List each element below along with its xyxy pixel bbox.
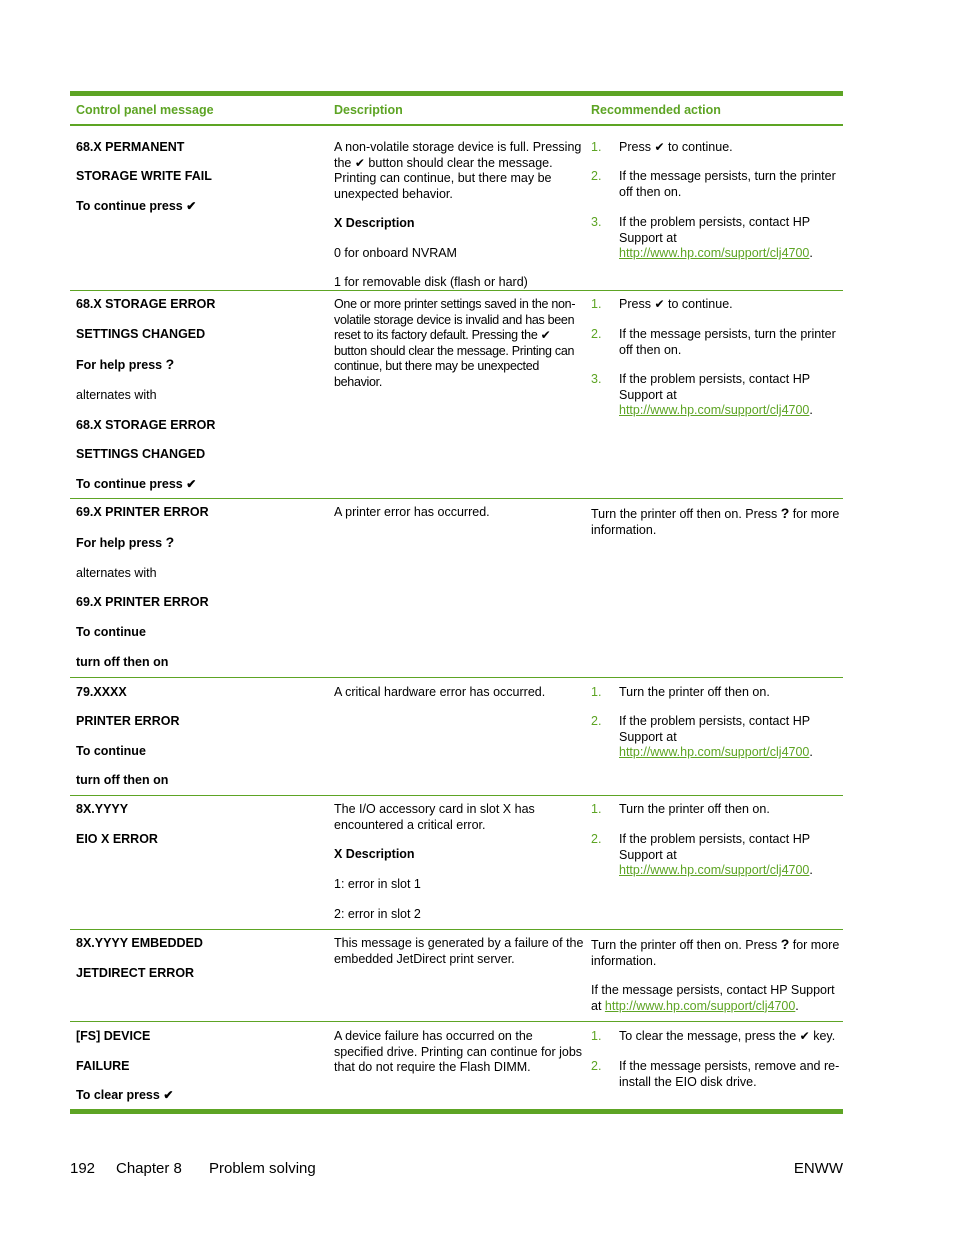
chapter-label: Chapter 8	[116, 1160, 182, 1177]
help-icon: ?	[780, 936, 790, 952]
step-text: If the problem persists, contact HP Support at http://www.hp.com/support/clj4700.	[619, 215, 813, 260]
section-label: Problem solving	[209, 1160, 316, 1177]
description-text: One or more printer settings saved in the non-volatile storage device is invalid and has been reset to its factory default. Pressing the ✔ button should clear the message. Printing can continue, but there may be unexpected behavior.	[334, 297, 576, 389]
message-line: [FS] DEVICE	[76, 1029, 151, 1043]
description-line: 0 for onboard NVRAM	[334, 246, 457, 260]
header-recommended-action: Recommended action	[591, 103, 721, 117]
check-icon: ✔	[354, 155, 365, 170]
message-line: To continue press ✔	[76, 477, 197, 491]
message-line: PRINTER ERROR	[76, 714, 180, 728]
step-text: If the problem persists, contact HP Support at http://www.hp.com/support/clj4700.	[619, 372, 813, 417]
message-line: For help press ?	[76, 534, 175, 550]
step-number: 3.	[591, 372, 602, 386]
step-text: If the message persists, turn the printer off then on.	[619, 327, 836, 357]
description-text: The I/O accessory card in slot X has encountered a critical error.	[334, 802, 535, 832]
step-number: 1.	[591, 1029, 602, 1043]
check-icon: ✔	[540, 328, 551, 342]
message-line: 68.X PERMANENT	[76, 140, 185, 154]
message-line: 79.XXXX	[76, 685, 127, 699]
description-subheading: X Description	[334, 216, 415, 230]
action-text: If the message persists, contact HP Support at http://www.hp.com/support/clj4700.	[591, 983, 835, 1013]
step-text: Press ✔ to continue.	[619, 140, 733, 154]
message-line: STORAGE WRITE FAIL	[76, 169, 212, 183]
description-subheading: X Description	[334, 847, 415, 861]
message-line: turn off then on	[76, 773, 169, 787]
table-header	[70, 96, 843, 126]
check-icon: ✔	[163, 1088, 174, 1102]
message-line: 68.X STORAGE ERROR	[76, 418, 216, 432]
check-icon: ✔	[654, 297, 665, 311]
locale-code: ENWW	[793, 1160, 843, 1177]
table-row	[70, 126, 843, 291]
table-row	[70, 930, 843, 1022]
description-text: A device failure has occurred on the specified drive. Printing can continue for jobs that do not require the Flash DIMM.	[334, 1029, 583, 1074]
step-number: 2.	[591, 1059, 602, 1073]
step-number: 2.	[591, 832, 602, 846]
check-icon: ✔	[654, 140, 665, 154]
check-icon: ✔	[799, 1029, 810, 1043]
check-icon: ✔	[186, 199, 197, 213]
message-line: To continue press ✔	[76, 199, 197, 213]
table-row	[70, 678, 843, 796]
message-line: alternates with	[76, 566, 157, 580]
message-line: For help press ?	[76, 356, 175, 372]
step-text: If the problem persists, contact HP Support at http://www.hp.com/support/clj4700.	[619, 832, 813, 877]
description-line: 1: error in slot 1	[334, 877, 421, 891]
step-text: If the problem persists, contact HP Support at http://www.hp.com/support/clj4700.	[619, 714, 813, 759]
message-line: turn off then on	[76, 655, 169, 669]
support-link[interactable]: http://www.hp.com/support/clj4700	[619, 246, 810, 260]
action-text: Turn the printer off then on. Press ? for more information.	[591, 505, 840, 537]
table-row	[70, 291, 843, 499]
message-line: To continue	[76, 625, 146, 639]
step-text: If the message persists, remove and re-install the EIO disk drive.	[619, 1059, 840, 1089]
step-number: 1.	[591, 140, 602, 154]
action-text: Turn the printer off then on. Press ? for more information.	[591, 936, 840, 968]
help-icon: ?	[165, 534, 175, 550]
support-link[interactable]: http://www.hp.com/support/clj4700	[619, 403, 810, 417]
step-number: 2.	[591, 714, 602, 728]
step-text: Turn the printer off then on.	[619, 802, 770, 816]
message-line: alternates with	[76, 388, 157, 402]
help-icon: ?	[165, 356, 175, 372]
description-text: A non-volatile storage device is full. Pressing the ✔ button should clear the message. Printing can continue, but there may be unexpected behavior.	[334, 140, 582, 201]
problem-solving-table	[70, 91, 843, 1114]
description-text: This message is generated by a failure of the embedded JetDirect print server.	[334, 936, 584, 966]
check-icon: ✔	[186, 477, 197, 491]
description-text: A printer error has occurred.	[334, 505, 490, 519]
step-text: To clear the message, press the ✔ key.	[619, 1029, 836, 1043]
description-text: A critical hardware error has occurred.	[334, 685, 546, 699]
step-text: Press ✔ to continue.	[619, 297, 733, 311]
message-line: SETTINGS CHANGED	[76, 327, 206, 341]
step-number: 2.	[591, 169, 602, 183]
message-line: EIO X ERROR	[76, 832, 158, 846]
step-text: Turn the printer off then on.	[619, 685, 770, 699]
table-row	[70, 1022, 843, 1109]
description-line: 2: error in slot 2	[334, 907, 421, 921]
step-number: 1.	[591, 297, 602, 311]
help-icon: ?	[780, 505, 790, 521]
message-line: JETDIRECT ERROR	[76, 966, 195, 980]
step-number: 1.	[591, 802, 602, 816]
message-line: 8X.YYYY EMBEDDED	[76, 936, 203, 950]
message-line: 69.X PRINTER ERROR	[76, 595, 209, 609]
step-text: If the message persists, turn the printer off then on.	[619, 169, 836, 199]
step-number: 2.	[591, 327, 602, 341]
message-line: SETTINGS CHANGED	[76, 447, 206, 461]
step-number: 3.	[591, 215, 602, 229]
message-line: To continue	[76, 744, 146, 758]
support-link[interactable]: http://www.hp.com/support/clj4700	[619, 745, 810, 759]
table-row	[70, 796, 843, 930]
message-line: 68.X STORAGE ERROR	[76, 297, 216, 311]
table-bottom-rule	[70, 1109, 843, 1114]
description-line: 1 for removable disk (flash or hard)	[334, 275, 528, 289]
header-control-panel-message: Control panel message	[76, 103, 214, 117]
header-description: Description	[334, 103, 403, 117]
support-link[interactable]: http://www.hp.com/support/clj4700	[619, 863, 810, 877]
message-line: FAILURE	[76, 1059, 130, 1073]
support-link[interactable]: http://www.hp.com/support/clj4700	[604, 998, 796, 1013]
step-number: 1.	[591, 685, 602, 699]
page-number: 192	[70, 1160, 96, 1177]
message-line: To clear press ✔	[76, 1088, 174, 1102]
table-row	[70, 499, 843, 678]
message-line: 69.X PRINTER ERROR	[76, 505, 209, 519]
message-line: 8X.YYYY	[76, 802, 129, 816]
